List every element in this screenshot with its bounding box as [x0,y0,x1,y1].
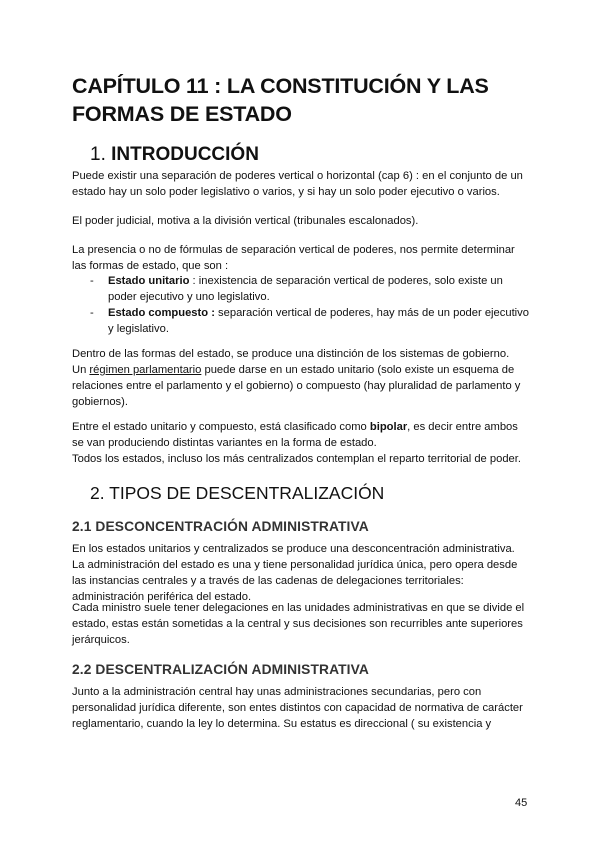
list-item-text: inexistencia de separación vertical de poderes, solo existe un poder ejecutivo y uno legislativo. [108,275,503,303]
list-item-text: separación vertical de poderes, hay más de un poder ejecutivo y legislativo. [108,307,529,335]
forms-of-state-list [72,273,530,337]
regimen-parlamentario-link[interactable]: régimen parlamentario [89,364,202,376]
subsection-2-1-paragraph-1: En los estados unitarios y centralizados se produce una desconcentración administrativa. La administración del estado es una y tiene personalidad jurídica única, pero opera desde las instancias centrales y a través de las cadenas de delegaciones territoriales: administración periférica del estado. [72,543,518,603]
list-item: - Estado compuesto : separación vertical de poderes, hay más de un poder ejecutivo y legislativo. [90,307,529,335]
section-1-number: 1. [90,144,106,165]
section-1-heading [90,143,259,167]
section-1-title: INTRODUCCIÓN [111,144,259,165]
chapter-title: CAPÍTULO 11 : LA CONSTITUCIÓN Y LAS FORMAS DE ESTADO [72,74,489,126]
intro-paragraph-3: La presencia o no de fórmulas de separación vertical de poderes, nos permite determinar las formas de estado, que son : [72,244,515,272]
list-item-term: Estado unitario [108,275,190,287]
subsection-2-1-heading: 2.1 DESCONCENTRACIÓN ADMINISTRATIVA [72,519,369,534]
intro-paragraph-2: El poder judicial, motiva a la división vertical (tribunales escalonados). [72,215,419,227]
bipolar-term: bipolar [369,421,408,433]
intro-paragraph-5: Entre el estado unitario y compuesto, está clasificado como bipolar, es decir entre ambos se van produciendo distintas variantes en la forma de estado. Todos los estados, incluso los más centralizados contemplan el reparto territorial de poder. [72,421,521,465]
page-number: 45 [515,797,528,809]
subsection-2-2-heading: 2.2 DESCENTRALIZACIÓN ADMINISTRATIVA [72,662,369,677]
intro-paragraph-4: Dentro de las formas del estado, se produce una distinción de los sistemas de gobierno. Un régimen parlamentario puede darse en un estado unitario (solo existe un esquema de relaciones entre el parlamento y el gobierno) o compuesto (hay pluralidad de parlamento y gobiernos). [72,348,521,408]
subsection-2-2-paragraph-1: Junto a la administración central hay unas administraciones secundarias, pero con personalidad jurídica diferente, son entes distintos con capacidad de normativa de carácter reglamentario, cuando la ley lo determina. Su estatus es direccional ( su existencia y [72,686,523,730]
section-2-heading: 2. TIPOS DE DESCENTRALIZACIÓN [90,483,385,503]
list-item-term: Estado compuesto : [108,307,215,319]
subsection-2-1-paragraph-2: Cada ministro suele tener delegaciones en las unidades administrativas en que se divide el estado, estas están sometidas a la central y sus decisiones son recurribles ante superiores jerárquicos. [72,602,525,646]
list-item: - Estado unitario : inexistencia de separación vertical de poderes, solo existe un poder ejecutivo y uno legislativo. [90,275,503,303]
intro-paragraph-1: Puede existir una separación de poderes vertical o horizontal (cap 6) : en el conjunto de un estado hay un solo poder legislativo o varios, y si hay un solo poder ejecutivo o varios. [72,170,523,198]
